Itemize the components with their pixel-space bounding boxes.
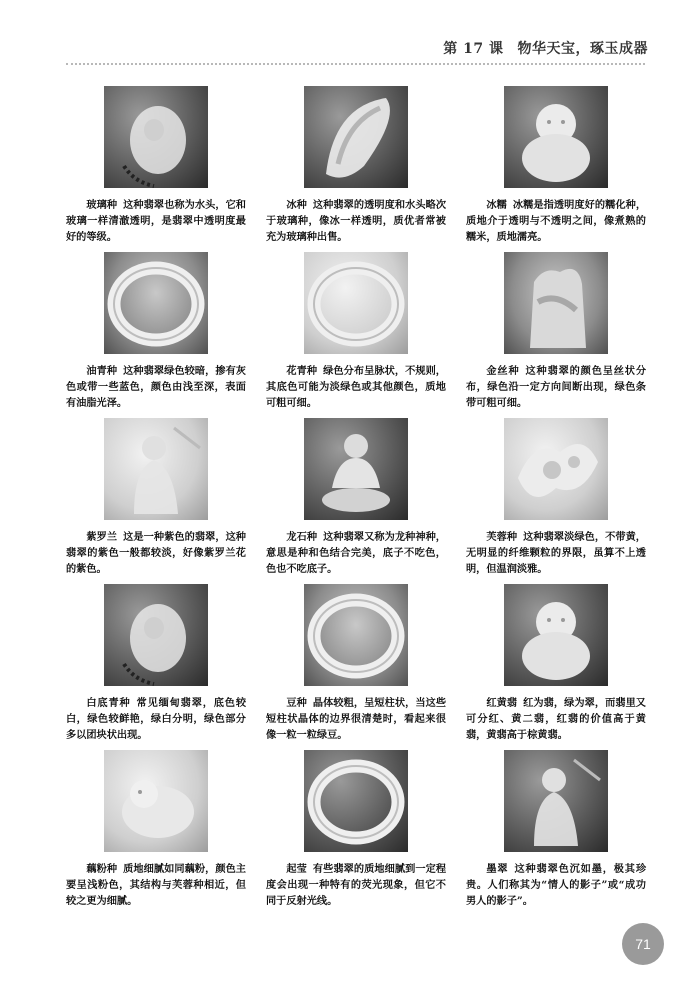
jade-guanyin-image-drawing <box>504 750 608 852</box>
jade-buddha-image <box>504 584 608 686</box>
jade-term: 冰种 <box>286 199 307 211</box>
jade-bangle-image <box>104 252 208 354</box>
jade-bean-pod-image <box>304 86 408 188</box>
jade-description: 这种翡翠色沉如墨，极其珍贵。人们称其为“情人的影子”或“成功男人的影子”。 <box>466 863 647 907</box>
jade-description: 红为翡，绿为翠，而翡里又可分红、黄二翡，红翡的价值高于黄翡，黄翡高于棕黄翡。 <box>466 697 646 741</box>
jade-caption <box>266 529 446 577</box>
jade-bangle-image-drawing <box>304 252 408 354</box>
jade-term: 冰糯 <box>486 199 507 211</box>
jade-caption <box>466 529 646 577</box>
jade-term: 花青种 <box>286 365 318 377</box>
jade-description: 这是一种紫色的翡翠，这种翡翠的紫色一般都较淡，好像紫罗兰花的紫色。 <box>66 531 246 575</box>
jade-pixiu-image-drawing <box>104 750 208 852</box>
jade-caption <box>266 197 446 245</box>
lesson-title: 物华天宝，琢玉成器 <box>517 41 648 57</box>
jade-bangle-image <box>304 750 408 852</box>
jade-caption <box>466 197 646 245</box>
jade-caption <box>266 861 446 909</box>
jade-pendant-image-drawing <box>104 584 208 686</box>
page-number: 71 <box>622 923 664 965</box>
jade-item <box>466 86 646 252</box>
jade-guanyin-image <box>504 750 608 852</box>
jade-pendant-image <box>104 584 208 686</box>
jade-description: 这种翡翠的透明度和水头略次于玻璃种，像冰一样透明，质优者常被充为玻璃种出售。 <box>266 199 447 243</box>
jade-buddha-image-drawing <box>504 584 608 686</box>
jade-bangle-image <box>304 252 408 354</box>
jade-term: 起莹 <box>286 863 307 875</box>
jade-description: 质地细腻如同藕粉，颜色主要呈浅粉色，其结构与芙蓉种相近，但较之更为细腻。 <box>66 863 246 907</box>
jade-item <box>466 418 646 584</box>
jade-description: 这种翡翠的颜色呈丝状分布，绿色沿一定方向间断出现，绿色条带可粗可细。 <box>466 365 647 409</box>
jade-caption <box>466 363 646 411</box>
jade-carving-image-drawing <box>504 252 608 354</box>
jade-caption <box>66 363 246 411</box>
running-header <box>443 38 648 58</box>
lesson-number: 第 17 课 <box>443 41 504 57</box>
jade-item <box>266 584 446 750</box>
jade-caption <box>66 197 246 245</box>
jade-term: 龙石种 <box>286 531 318 543</box>
jade-item <box>66 584 246 750</box>
jade-item <box>466 750 646 916</box>
jade-caption <box>466 861 646 909</box>
jade-item <box>466 584 646 750</box>
jade-description: 有些翡翠的质地细腻到一定程度会出现一种特有的荧光现象，但它不同于反射光线。 <box>266 863 447 907</box>
jade-description: 这种翡翠又称为龙种神种，意思是种和色结合完美，底子不吃色，色也不吃底子。 <box>266 531 446 575</box>
jade-item <box>66 750 246 916</box>
jade-carving-image <box>504 252 608 354</box>
jade-bangle-image-drawing <box>104 252 208 354</box>
jade-pixiu-image <box>104 750 208 852</box>
jade-guanyin-image <box>104 418 208 520</box>
jade-buddha-image-drawing <box>504 86 608 188</box>
jade-item <box>66 86 246 252</box>
jade-term: 白底青种 <box>86 697 131 709</box>
jade-term: 墨翠 <box>486 863 509 875</box>
jade-buddha-image <box>504 86 608 188</box>
jade-caption <box>466 695 646 743</box>
jade-item <box>266 86 446 252</box>
jade-pendant-image <box>104 86 208 188</box>
jade-term: 紫罗兰 <box>86 531 118 543</box>
jade-item <box>466 252 646 418</box>
jade-caption <box>66 529 246 577</box>
jade-bangle-image-drawing <box>304 750 408 852</box>
jade-grid <box>66 86 646 916</box>
jade-bangle-image <box>304 584 408 686</box>
jade-item <box>66 418 246 584</box>
jade-description: 晶体较粗，呈短柱状，当这些短柱状晶体的边界很清楚时，看起来很像一粒一粒绿豆。 <box>266 697 447 741</box>
jade-item <box>66 252 246 418</box>
jade-description: 常见缅甸翡翠，底色较白，绿色较鲜艳，绿白分明，绿色部分多以团块状出现。 <box>66 697 247 741</box>
jade-term: 芙蓉种 <box>486 531 518 543</box>
jade-term: 金丝种 <box>486 365 520 377</box>
jade-term: 藕粉种 <box>86 863 118 875</box>
jade-term: 油青种 <box>86 365 118 377</box>
jade-dragon-image-drawing <box>504 418 608 520</box>
jade-seated-buddha-image-drawing <box>304 418 408 520</box>
jade-description: 这种翡翠淡绿色，不带黄，无明显的纤维颗粒的界限，虽算不上透明，但温润淡雅。 <box>466 531 646 575</box>
jade-item <box>266 418 446 584</box>
jade-description: 这种翡翠绿色较暗，掺有灰色或带一些蓝色，颜色由浅至深，表面有油脂光泽。 <box>66 365 246 409</box>
jade-bean-pod-image-drawing <box>304 86 408 188</box>
header-divider <box>66 63 645 65</box>
jade-caption <box>266 363 446 411</box>
jade-guanyin-image-drawing <box>104 418 208 520</box>
jade-caption <box>266 695 446 743</box>
jade-dragon-image <box>504 418 608 520</box>
jade-term: 豆种 <box>286 697 307 709</box>
jade-seated-buddha-image <box>304 418 408 520</box>
jade-item <box>266 750 446 916</box>
jade-caption <box>66 861 246 909</box>
jade-pendant-image-drawing <box>104 86 208 188</box>
jade-description: 绿色分布呈脉状，不规则，其底色可能为淡绿色或其他颜色，质地可粗可细。 <box>266 365 446 409</box>
jade-caption <box>66 695 246 743</box>
jade-term: 玻璃种 <box>86 199 118 211</box>
jade-term: 红黄翡 <box>486 697 518 709</box>
jade-description: 这种翡翠也称为水头，它和玻璃一样清澈透明，是翡翠中透明度最好的等级。 <box>66 199 246 243</box>
jade-description: 冰糯是指透明度好的糯化种，质地介于透明与不透明之间，像煮熟的糯米，质地濡亮。 <box>466 199 647 243</box>
jade-bangle-image-drawing <box>304 584 408 686</box>
jade-item <box>266 252 446 418</box>
